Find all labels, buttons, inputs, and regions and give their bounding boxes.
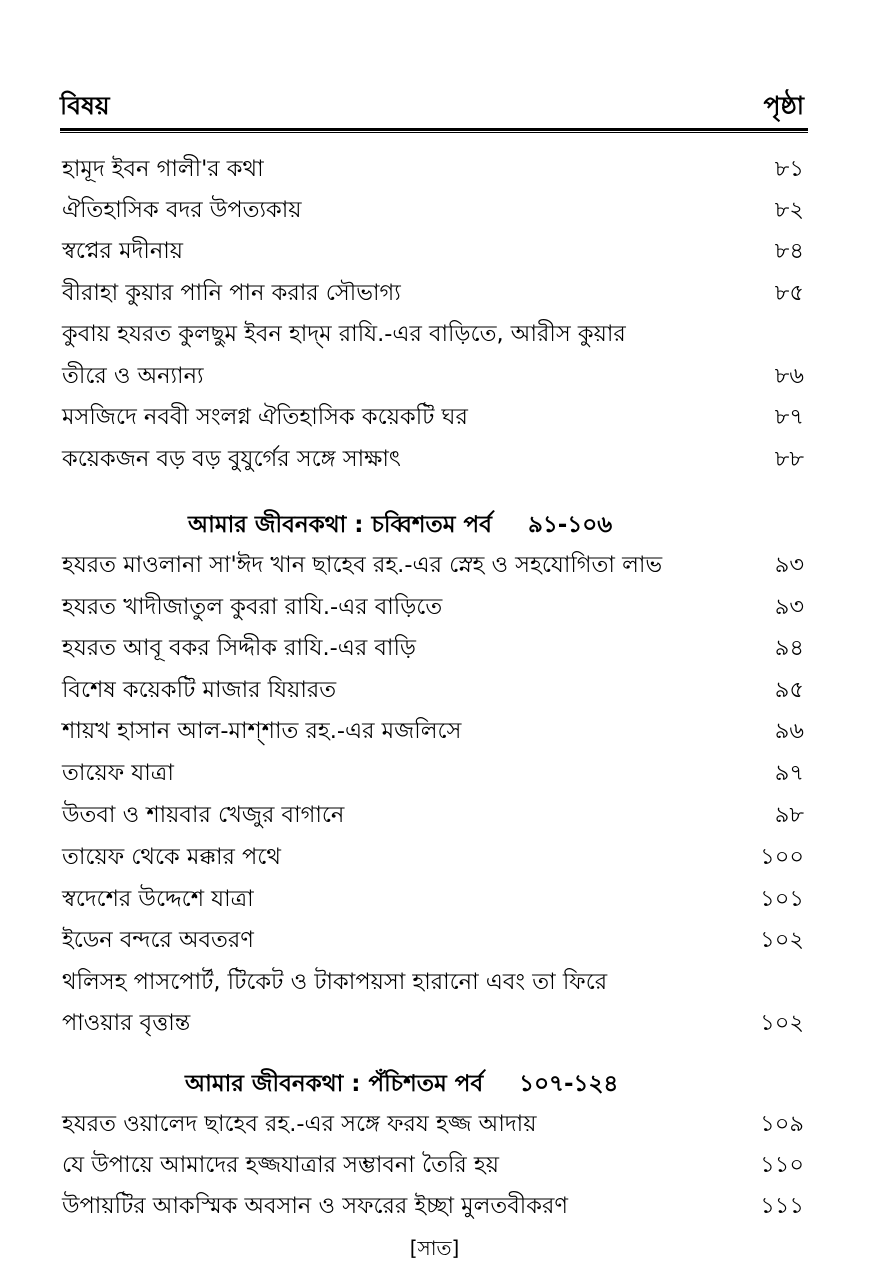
entry-title: হযরত খাদীজাতুল কুবরা রাযি.-এর বাড়িতে (62, 594, 443, 620)
entry-title: হযরত আবূ বকর সিদ্দীক রাযি.-এর বাড়ি (62, 635, 416, 661)
page-heading: পৃষ্ঠা (763, 91, 804, 120)
entry-title: স্বদেশের উদ্দেশে যাত্রা (62, 886, 254, 912)
section-page-range: ৯১-১০৬ (527, 512, 613, 538)
toc-entry (62, 963, 804, 1001)
toc-entry (62, 398, 804, 436)
entry-title: হযরত মাওলানা সা'ঈদ খান ছাহেব রহ.-এর স্নেহ ও সহযোগিতা লাভ (62, 552, 663, 578)
entry-title: বীরাহা কুয়ার পানি পান করার সৌভাগ্য (62, 280, 401, 306)
section-title: আমার জীবনকথা : পঁচিশতম পর্ব (185, 1071, 484, 1097)
toc-entry (62, 838, 804, 876)
toc-entry (62, 546, 804, 584)
section-heading (185, 1064, 618, 1104)
section-title: আমার জীবনকথা : চব্বিশতম পর্ব (188, 512, 492, 538)
entry-title: শায়খ হাসান আল-মাশ্‌শাত রহ.-এর মজলিসে (62, 718, 462, 744)
toc-entry (62, 191, 804, 229)
toc-entry (62, 921, 804, 959)
entry-page: ৮১ (774, 156, 804, 182)
header-rule (60, 128, 808, 131)
entry-page: ১১০ (760, 1152, 804, 1178)
toc-entry (62, 880, 804, 918)
entry-page: ১০০ (760, 844, 804, 870)
entry-title: মসজিদে নববী সংলগ্ন ঐতিহাসিক কয়েকটি ঘর (62, 404, 468, 430)
toc-entry-continued (62, 1004, 804, 1042)
entry-title: তীরে ও অন্যান্য (62, 363, 204, 389)
toc-entry (62, 150, 804, 188)
entry-page: ১০২ (760, 1010, 804, 1036)
section-heading (188, 505, 612, 545)
entry-title: ঐতিহাসিক বদর উপত্যকায় (62, 197, 302, 223)
entry-page: ৯৩ (774, 594, 804, 620)
toc-entry (62, 671, 804, 709)
entry-title: হযরত ওয়ালেদ ছাহেব রহ.-এর সঙ্গে ফরয হজ্জ আদায় (62, 1111, 537, 1137)
entry-title: তায়েফ যাত্রা (62, 760, 174, 786)
entry-page: ৮৮ (774, 446, 804, 472)
entry-title: উতবা ও শায়বার খেজুর বাগানে (62, 802, 345, 828)
entry-page: ৯৪ (774, 635, 804, 661)
toc-entry (62, 315, 804, 353)
section-page-range: ১০৭-১২৪ (519, 1071, 619, 1097)
toc-entry (62, 629, 804, 667)
toc-entry (62, 712, 804, 750)
entry-title: স্বপ্নের মদীনায় (62, 238, 184, 264)
entry-title: যে উপায়ে আমাদের হজ্জযাত্রার সম্ভাবনা তৈরি হয় (62, 1152, 499, 1178)
toc-entry (62, 440, 804, 478)
entry-title: থলিসহ পাসপোর্ট, টিকেট ও টাকাপয়সা হারানো এবং তা ফিরে (62, 969, 608, 995)
entry-page: ৮৬ (774, 363, 804, 389)
toc-entry (62, 1105, 804, 1143)
entry-page: ৮৪ (774, 238, 804, 264)
toc-entry (62, 1146, 804, 1184)
header-rule-thin (60, 132, 808, 133)
page-number: [সাত] (409, 1236, 460, 1260)
toc-entry (62, 1187, 804, 1225)
entry-page: ৮২ (774, 197, 804, 223)
entry-title: তায়েফ থেকে মক্কার পথে (62, 844, 281, 870)
entry-page: ৮৫ (774, 280, 804, 306)
toc-entry (62, 588, 804, 626)
entry-title: কুবায় হযরত কুলছুম ইবন হাদ্‌ম রাযি.-এর বাড়িতে, আরীস কুয়ার (62, 321, 626, 347)
toc-entry (62, 232, 804, 270)
entry-page: ১০১ (760, 886, 804, 912)
toc-header (60, 86, 808, 126)
entry-title: উপায়টির আকস্মিক অবসান ও সফরের ইচ্ছা মুলতবীকরণ (62, 1193, 568, 1219)
entry-page: ১০৯ (760, 1111, 804, 1137)
toc-entry-continued (62, 357, 804, 395)
topic-heading: বিষয় (60, 91, 110, 120)
entry-title: কয়েকজন বড় বড় বুযুর্গের সঙ্গে সাক্ষাৎ (62, 446, 401, 472)
entry-page: ১১১ (760, 1193, 804, 1219)
toc-entry (62, 274, 804, 312)
entry-page: ৯৫ (774, 677, 804, 703)
entry-page: ৯৭ (774, 760, 804, 786)
entry-title: বিশেষ কয়েকটি মাজার যিয়ারত (62, 677, 337, 703)
entry-title: ইডেন বন্দরে অবতরণ (62, 927, 254, 953)
toc-entry (62, 754, 804, 792)
entry-title: হামূদ ইবন গালী'র কথা (62, 156, 264, 182)
entry-page: ৯৮ (774, 802, 804, 828)
entry-page: ১০২ (760, 927, 804, 953)
entry-title: পাওয়ার বৃত্তান্ত (62, 1010, 191, 1036)
entry-page: ৮৭ (774, 404, 804, 430)
entry-page: ৯৬ (774, 718, 804, 744)
toc-entry (62, 796, 804, 834)
entry-page: ৯৩ (774, 552, 804, 578)
